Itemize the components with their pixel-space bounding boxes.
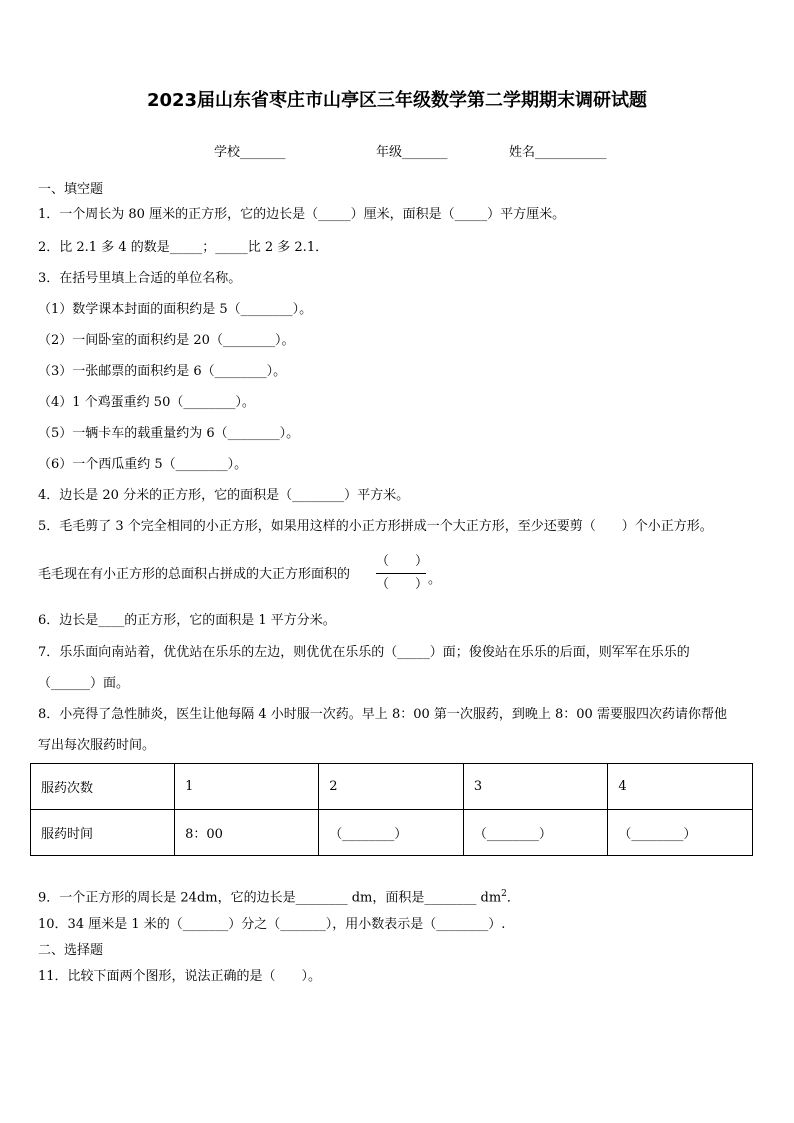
question-7-part-a: 7．乐乐面向南站着，优优站在乐乐的左边，则优优在乐乐的（_____）面；俊俊站在乐乐的后面，则军军在乐乐的 <box>38 645 690 660</box>
question-3-2: （2）一间卧室的面积约是 20（________）。 <box>38 333 295 348</box>
fraction-denominator: （ ） <box>376 577 429 592</box>
table-cell: 1 <box>175 764 319 810</box>
name-field: 姓名___________ <box>509 145 607 160</box>
question-11: 11．比较下面两个图形，说法正确的是（ ）。 <box>38 969 322 984</box>
table-cell: 服药次数 <box>31 764 175 810</box>
section-heading-fill-blank: 一、填空题 <box>38 182 104 197</box>
question-8-part-b: 写出每次服药时间。 <box>38 738 156 753</box>
table-cell: 8：00 <box>175 810 319 856</box>
fraction-numerator: （ ） <box>376 554 429 569</box>
question-8-part-a: 8．小亮得了急性肺炎，医生让他每隔 4 小时服一次药。早上 8：00 第一次服药，到晚上 8：00 需要服四次药请你帮他 <box>38 707 727 722</box>
page-title: 2023届山东省枣庄市山亭区三年级数学第二学期期末调研试题 <box>146 90 648 111</box>
table-cell: 2 <box>319 764 464 810</box>
grade-field: 年级_______ <box>376 145 448 160</box>
table-cell: （________） <box>463 810 608 856</box>
school-field: 学校_______ <box>214 145 286 160</box>
superscript-2: 2 <box>501 889 507 899</box>
medication-table <box>30 763 753 856</box>
question-9 <box>38 886 520 906</box>
question-3-1: （1）数学课本封面的面积约是 5（________）。 <box>38 302 313 317</box>
question-2: 2．比 2.1 多 4 的数是_____；_____比 2 多 2.1． <box>38 240 329 255</box>
table-cell: （________） <box>608 810 753 856</box>
fraction-bar <box>376 573 426 574</box>
question-9-end: ． <box>506 890 520 906</box>
question-3-3: （3）一张邮票的面积约是 6（________）。 <box>38 364 287 379</box>
question-6: 6．边长是____的正方形，它的面积是 1 平方分米。 <box>38 613 336 628</box>
question-10: 10．34 厘米是 1 米的（_______）分之（_______），用小数表示是（________）. <box>38 917 506 932</box>
question-3: 3．在括号里填上合适的单位名称。 <box>38 271 242 286</box>
question-3-6: （6）一个西瓜重约 5（________）。 <box>38 457 248 472</box>
question-1: 1．一个周长为 80 厘米的正方形，它的边长是（_____）厘米，面积是（_____）平方厘米。 <box>38 207 566 222</box>
question-4: 4．边长是 20 分米的正方形，它的面积是（________）平方米。 <box>38 488 410 503</box>
question-5-part-b: 毛毛现在有小正方形的总面积占拼成的大正方形面积的 <box>38 567 351 582</box>
table-row <box>31 764 753 810</box>
question-3-4: （4）1 个鸡蛋重约 50（________）。 <box>38 395 255 410</box>
question-3-5: （5）一辆卡车的载重量约为 6（________）。 <box>38 426 300 441</box>
fraction-blank <box>376 553 429 594</box>
question-7-part-b: （______）面。 <box>38 676 130 691</box>
table-cell: 服药时间 <box>31 810 175 856</box>
table-cell: （________） <box>319 810 464 856</box>
question-5-part-a: 5．毛毛剪了 3 个完全相同的小正方形，如果用这样的小正方形拼成一个大正方形，至少还要剪（ ）个小正方形。 <box>38 519 713 534</box>
table-cell: 3 <box>463 764 608 810</box>
fraction-period: 。 <box>428 572 442 587</box>
section-heading-choice: 二、选择题 <box>38 943 104 958</box>
question-9-text: 9．一个正方形的周长是 24dm，它的边长是________ dm，面积是________ dm <box>38 890 502 906</box>
table-row <box>31 810 753 856</box>
table-cell: 4 <box>608 764 753 810</box>
